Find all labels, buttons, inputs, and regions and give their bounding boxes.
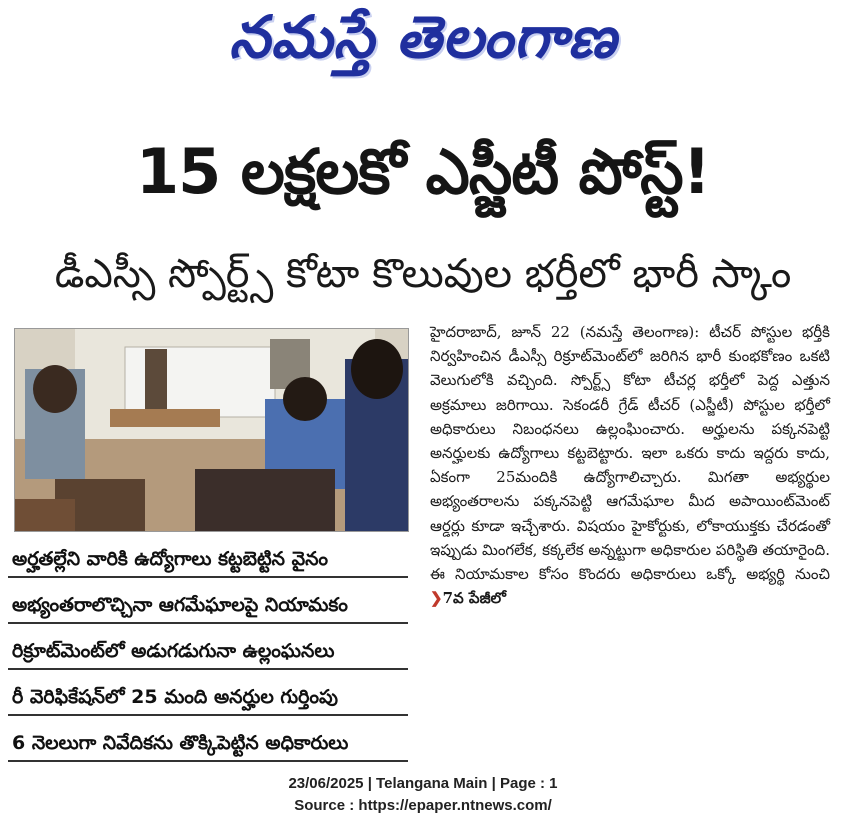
highlights-list	[8, 542, 408, 772]
article-text: టీచర్ పోస్టుల భర్తీకి నిర్వహించిన డీఎస్సీ రిక్రూట్‌మెంట్‌లో జరిగిన భారీ కుంభకోణం ఒకటి వెలుగులోకి వచ్చింది. స్పోర్ట్స్ కోటా టీచర్ల భర్తీలో పెద్ద ఎత్తున అక్రమాలు జరిగాయి. సెకండరీ గ్రేడ్ టీచర్ (ఎస్జీటీ) పోస్టుల భర్తీలో అధికారులు నిబంధనలు ఉల్లంఘించారు. అర్హులను పక్కనపెట్టి అనర్హులకు ఉద్యోగాలు కట్టబెట్టారు. ఇలా ఒకరు కాదు ఇద్దరు కాదు, ఏకంగా 25మందికి ఉద్యోగాలిచ్చారు. మిగతా అభ్యర్థుల అభ్యంతరాలను పక్కనపెట్టి ఆగమేఘాల మీద అపాయింట్‌మెంట్ ఆర్డర్లు కూడా ఇచ్చేశారు. విషయం హైకోర్టుకు, లోకాయుక్తకు చేరడంతో ఇప్పుడు మింగలేక, కక్కలేక అన్నట్టుగా అధికారుల పరిస్థితి తయారైంది. ఈ నియామకాల కోసం కొందరు అధికారులు ఒక్కో అభ్యర్థి నుంచి	[430, 323, 830, 584]
continued-label: 7వ పేజీలో	[442, 589, 506, 608]
footer-edition-info: 23/06/2025 | Telangana Main | Page : 1	[288, 775, 558, 792]
article-dateline: హైదరాబాద్, జూన్ 22 (నమస్తే తెలంగాణ):	[430, 323, 700, 341]
headline: 15 లక్షలకో ఎస్జీటీ పోస్ట్!	[136, 135, 710, 208]
classroom-photo	[14, 328, 409, 532]
article-body	[430, 320, 830, 610]
highlight-item: అర్హతల్లేని వారికి ఉద్యోగాలు కట్టబెట్టిన వైనం	[8, 542, 408, 578]
continued-link[interactable]	[430, 589, 506, 607]
footer-source[interactable]: Source : https://epaper.ntnews.com/	[294, 797, 552, 814]
masthead-logo: నమస్తే తెలంగాణ	[229, 3, 617, 71]
subheadline: డీఎస్సీ స్పోర్ట్స్ కోటా కొలువుల భర్తీలో భారీ స్కాం	[54, 251, 792, 297]
highlight-item: రీ వెరిఫికేషన్‌లో 25 మంది అనర్హుల గుర్తింపు	[8, 680, 408, 716]
highlight-item: అభ్యంతరాలొచ్చినా ఆగమేఘాలపై నియామకం	[8, 588, 408, 624]
continue-arrow-icon: ❯	[430, 589, 443, 608]
highlight-item: 6 నెలలుగా నివేదికను తొక్కిపెట్టిన అధికారులు	[8, 726, 408, 762]
classroom-photo-image	[15, 329, 408, 531]
highlight-item: రిక్రూట్‌మెంట్‌లో అడుగడుగునా ఉల్లంఘనలు	[8, 634, 408, 670]
